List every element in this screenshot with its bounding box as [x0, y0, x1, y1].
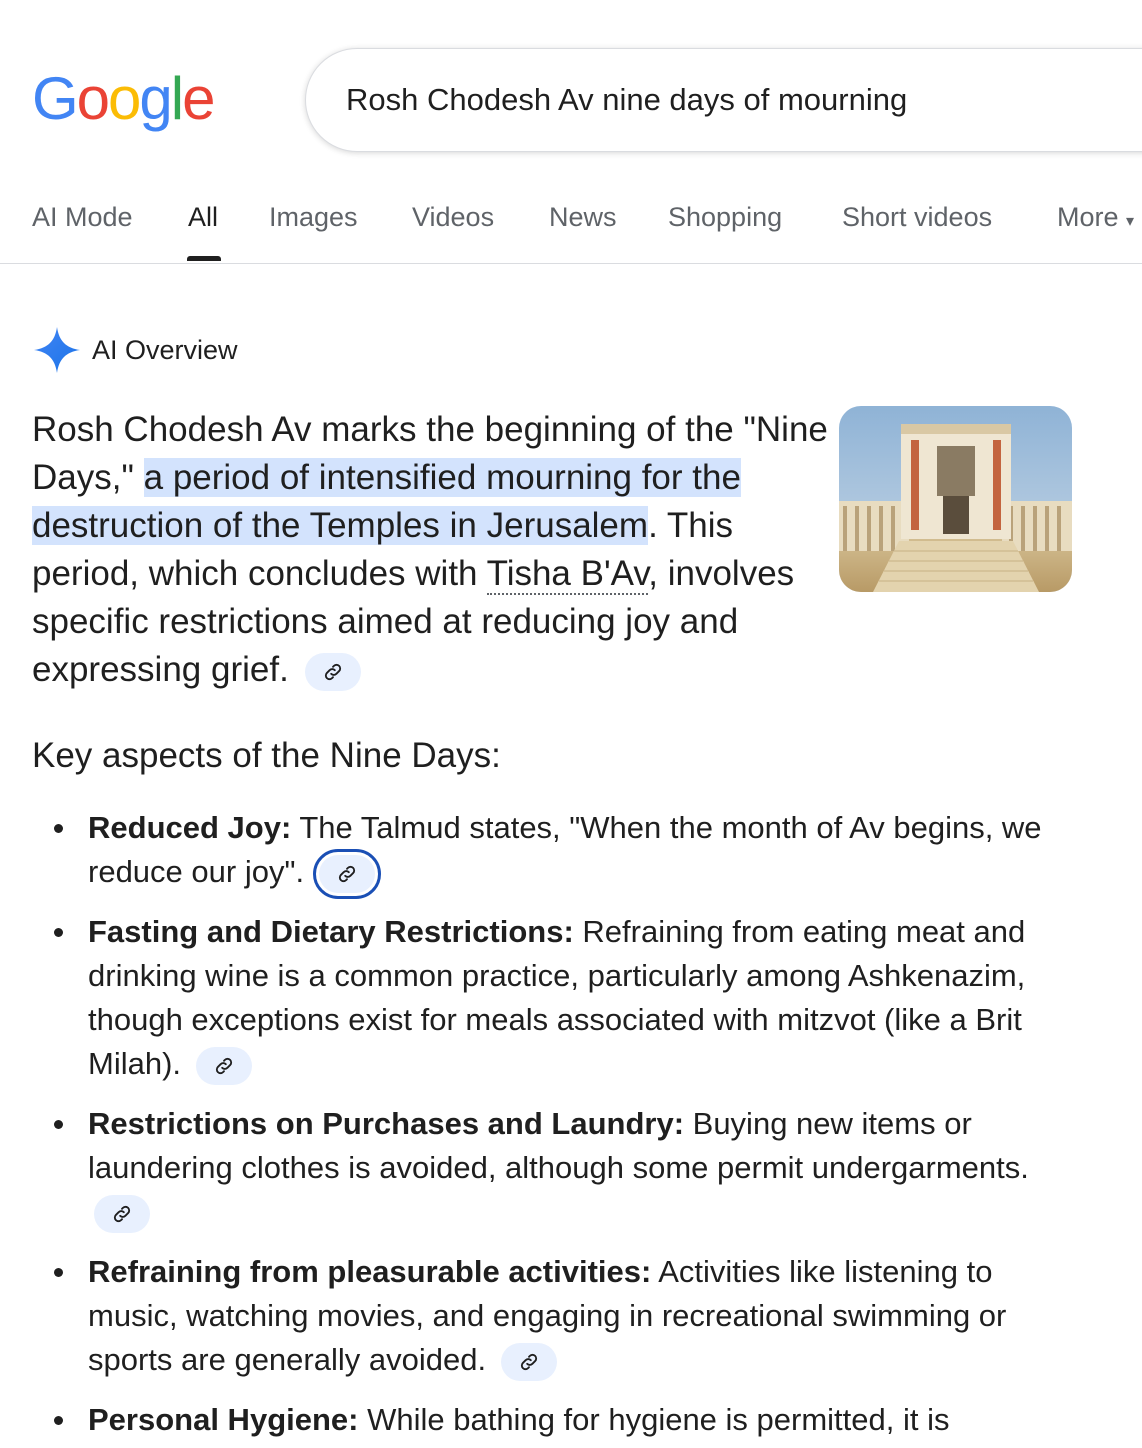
bullet-title: Refraining from pleasurable activities:: [88, 1254, 652, 1289]
tab-more[interactable]: [1057, 202, 1134, 233]
tab-all[interactable]: All: [188, 202, 219, 232]
bullet-text: Refraining from eating meat and drinking wine is a common practice, particularly among Ashkenazim, though exceptions exist for meals associated with mitzvot (like a Brit Milah).: [88, 914, 1026, 1081]
key-aspects-list: [50, 806, 1070, 1448]
logo-letter-e: e: [182, 65, 214, 132]
source-link-button[interactable]: [501, 1343, 557, 1381]
temple-thumbnail[interactable]: [839, 406, 1072, 592]
link-icon: [111, 1203, 133, 1225]
google-logo[interactable]: [32, 64, 214, 133]
list-item: [50, 910, 1070, 1086]
tab-more-label: More: [1057, 202, 1119, 232]
logo-letter-g: G: [32, 65, 77, 132]
bullet-title: Personal Hygiene:: [88, 1402, 359, 1437]
bullet-text: While bathing for hygiene is permitted, it is: [358, 1402, 950, 1437]
ai-summary: [32, 406, 832, 694]
link-icon: [336, 863, 358, 885]
search-input[interactable]: [346, 75, 1126, 125]
gemini-sparkle-icon: [32, 325, 82, 375]
tab-short-videos[interactable]: Short videos: [842, 202, 993, 232]
bullet-text: The Talmud states, "When the month of Av begins, we reduce our joy".: [88, 810, 1042, 889]
source-link-button[interactable]: [305, 653, 361, 691]
list-item: [50, 1102, 1070, 1234]
summary-text-2: . This period, which concludes with: [32, 506, 733, 593]
source-link-button[interactable]: [196, 1047, 252, 1085]
link-icon: [518, 1351, 540, 1373]
link-icon: [322, 661, 344, 683]
logo-letter-o2: o: [108, 65, 140, 132]
bullet-text: Buying new items or laundering clothes is avoided, although some permit undergarments.: [88, 1106, 1029, 1185]
tab-videos[interactable]: Videos: [412, 202, 495, 232]
bullet-title: Reduced Joy:: [88, 810, 292, 845]
ai-overview-header: [32, 326, 238, 374]
logo-letter-g2: g: [139, 65, 171, 132]
summary-text-3: , involves specific restrictions aimed at reducing joy and expressing grief.: [32, 554, 795, 689]
logo-letter-o1: o: [76, 65, 109, 132]
temple-image: [839, 406, 1072, 592]
source-link-button[interactable]: [94, 1195, 150, 1233]
key-aspects-heading: Key aspects of the Nine Days:: [32, 736, 501, 775]
list-item: [50, 806, 1070, 894]
search-tabs: [0, 194, 1142, 264]
summary-text-1: Rosh Chodesh Av marks the beginning of the "Nine Days,": [32, 410, 828, 497]
chevron-down-icon: ▾: [1126, 213, 1135, 230]
ai-overview-label: AI Overview: [92, 334, 238, 365]
logo-letter-l: l: [170, 65, 183, 132]
bullet-title: Fasting and Dietary Restrictions:: [88, 914, 574, 949]
bullet-text: Activities like listening to music, watching movies, and engaging in recreational swimming or sports are generally avoided.: [88, 1254, 1007, 1377]
tisha-bav-link[interactable]: Tisha B'Av: [486, 554, 649, 593]
bullet-title: Restrictions on Purchases and Laundry:: [88, 1106, 685, 1141]
tab-images[interactable]: Images: [269, 202, 358, 232]
active-tab-indicator: [187, 256, 221, 261]
source-link-button[interactable]: [319, 855, 375, 893]
list-item: [50, 1250, 1070, 1382]
search-box[interactable]: [305, 48, 1142, 152]
list-item: [50, 1398, 1070, 1442]
tab-shopping[interactable]: Shopping: [668, 202, 783, 232]
tab-ai-mode[interactable]: AI Mode: [32, 202, 133, 232]
link-icon: [213, 1055, 235, 1077]
tab-news[interactable]: News: [549, 202, 617, 232]
summary-highlight[interactable]: a period of intensified mourning for the destruction of the Temples in Jerusalem: [32, 458, 741, 545]
